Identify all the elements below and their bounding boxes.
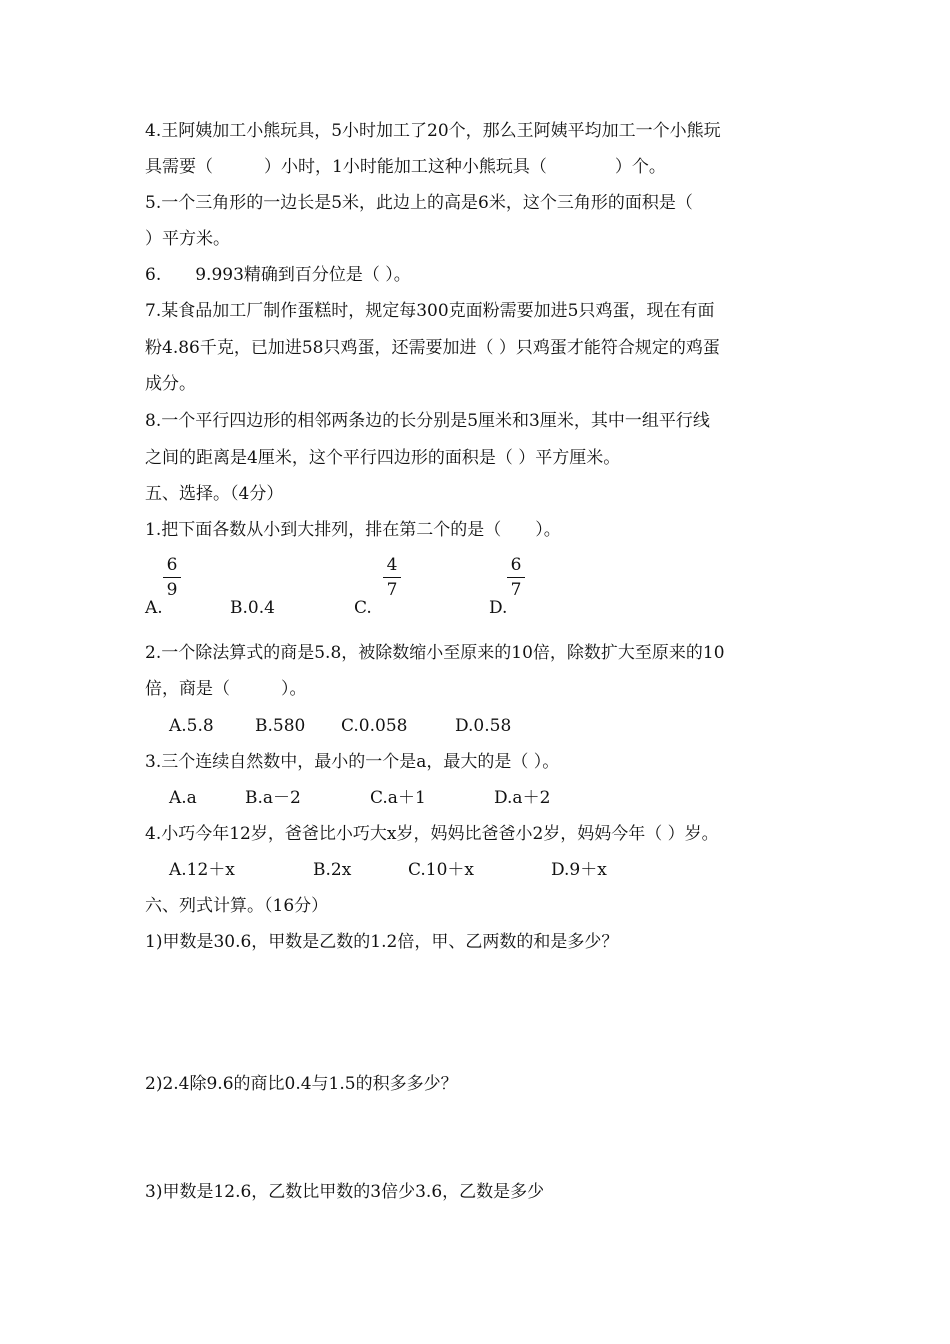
q7-text-line2: 粉4.86千克，已加进58只鸡蛋，还需要加进（ ）只鸡蛋才能符合规定的鸡蛋 <box>145 338 720 358</box>
choice-q2-option-d: D.0.58 <box>455 716 512 736</box>
choice-q4-option-c: C.10＋x <box>408 860 475 880</box>
choice-q2-option-c: C.0.058 <box>341 716 408 736</box>
choice-q4-option-a: A.12＋x <box>169 860 235 880</box>
choice-q1-option-a-fraction <box>163 556 181 599</box>
choice-q1-stem: 1.把下面各数从小到大排列，排在第二个的是（ ）。 <box>145 520 561 540</box>
fraction-denominator: 7 <box>386 580 398 600</box>
choice-q1-option-d-label: D. <box>489 598 508 618</box>
choice-q4-option-d: D.9＋x <box>551 860 607 880</box>
choice-q1-option-d-fraction <box>507 556 525 599</box>
choice-q4-stem: 4.小巧今年12岁，爸爸比小巧大x岁，妈妈比爸爸小2岁，妈妈今年（ ）岁。 <box>145 824 719 844</box>
choice-q3-option-d: D.a＋2 <box>494 788 551 808</box>
choice-q3-option-c: C.a＋1 <box>370 788 426 808</box>
q5-text-line2: ）平方米。 <box>145 229 230 249</box>
q7-text-line1: 7.某食品加工厂制作蛋糕时，规定每300克面粉需要加进5只鸡蛋，现在有面 <box>145 301 715 321</box>
choice-q1-option-a-label: A. <box>145 598 163 618</box>
calc-q2: 2)2.4除9.6的商比0.4与1.5的积多多少？ <box>145 1074 458 1094</box>
choice-q2-stem-line2: 倍，商是（ ）。 <box>145 679 307 699</box>
q4-text-line1: 4.王阿姨加工小熊玩具，5小时加工了20个，那么王阿姨平均加工一个小熊玩 <box>145 121 721 141</box>
choice-q4-option-b: B.2x <box>313 860 352 880</box>
calc-q3: 3)甲数是12.6，乙数比甲数的3倍少3.6，乙数是多少 <box>145 1182 545 1202</box>
q4-text-line2: 具需要（ ）小时，1小时能加工这种小熊玩具（ ）个。 <box>145 157 666 177</box>
fraction-denominator: 9 <box>166 580 178 600</box>
q6-text: 6. 9.993精确到百分位是（ ）。 <box>145 265 411 285</box>
calc-q1: 1)甲数是30.6，甲数是乙数的1.2倍，甲、乙两数的和是多少？ <box>145 932 619 952</box>
section-heading-calculation: 六、列式计算。（16分） <box>145 896 329 916</box>
choice-q1-option-b: B.0.4 <box>230 598 275 618</box>
q5-text-line1: 5.一个三角形的一边长是5米，此边上的高是6米，这个三角形的面积是（ <box>145 193 693 213</box>
q8-text-line2: 之间的距离是4厘米，这个平行四边形的面积是（ ）平方厘米。 <box>145 448 621 468</box>
fraction-bar <box>383 577 401 578</box>
choice-q3-stem: 3.三个连续自然数中，最小的一个是a，最大的是（ ）。 <box>145 752 560 772</box>
section-heading-choice: 五、选择。（4分） <box>145 484 284 504</box>
fraction-bar <box>163 577 181 578</box>
fraction-numerator: 6 <box>166 555 178 575</box>
choice-q3-option-a: A.a <box>169 788 197 808</box>
choice-q1-option-c-fraction <box>383 556 401 599</box>
fraction-numerator: 6 <box>510 555 522 575</box>
fraction-numerator: 4 <box>386 555 398 575</box>
q7-text-line3: 成分。 <box>145 374 196 394</box>
fraction-bar <box>507 577 525 578</box>
choice-q2-option-b: B.580 <box>255 716 306 736</box>
q8-text-line1: 8.一个平行四边形的相邻两条边的长分别是5厘米和3厘米，其中一组平行线 <box>145 411 710 431</box>
choice-q1-option-c-label: C. <box>354 598 372 618</box>
choice-q3-option-b: B.a－2 <box>245 788 301 808</box>
choice-q2-option-a: A.5.8 <box>169 716 214 736</box>
fraction-denominator: 7 <box>510 580 522 600</box>
choice-q2-stem-line1: 2.一个除法算式的商是5.8，被除数缩小至原来的10倍，除数扩大至原来的10 <box>145 643 725 663</box>
